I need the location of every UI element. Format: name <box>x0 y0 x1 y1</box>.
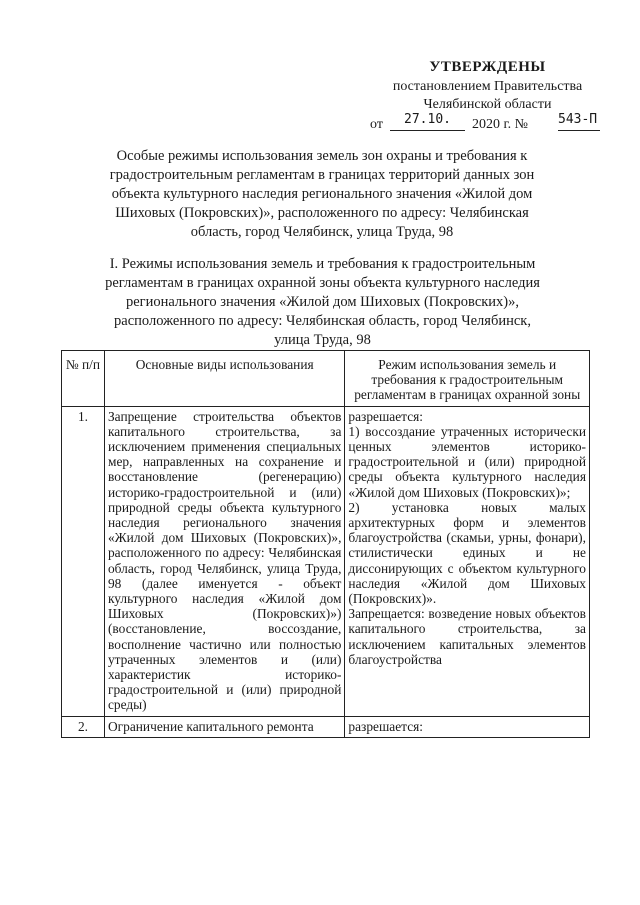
approval-dateline <box>360 114 615 136</box>
header-number: № п/п <box>62 351 105 407</box>
row-regime <box>345 716 590 737</box>
approval-line-2: Челябинской области <box>423 97 552 112</box>
regime-allowed-label: разрешается: <box>348 408 424 424</box>
approval-number: 543-П <box>558 111 600 131</box>
document-title: Особые режимы использования земель зон охраны и требования к градостроительным регламентам в границах территорий данных зон объекта культурного наследия регионального значения «Жилой дом Шиховых (Покровских)», расположенного по адресу: Челябинская область, город Челябинск, улица Труда, 98 <box>109 148 535 240</box>
row-number: 2. <box>62 716 105 737</box>
approval-date-prefix: от <box>370 117 383 132</box>
regime-allowed-item-1: 1) воссоздание утраченных исторически ценных элементов историко-градостроительной и (или) природной среды объекта культурного наследия «Жилой дом Шиховых (Покровских)»; <box>348 423 586 500</box>
table-row <box>62 406 590 716</box>
table-header-row <box>62 351 590 407</box>
approval-block <box>360 58 615 136</box>
approval-date: 27.10. <box>390 111 465 131</box>
section-title: I. Режимы использования земель и требования к градостроительным регламентам в границах охранной зоны объекта культурного наследия регионального значения «Жилой дом Шиховых (Покровских)», расположенного по адресу: Челябинская область, город Челябинск, улица Труда, 98 <box>105 256 540 348</box>
approval-title: УТВЕРЖДЕНЫ <box>429 59 546 75</box>
regime-forbidden: Запрещается: возведение новых объектов капитального строительства, за исключением капитальных элементов благоустройства <box>348 606 586 667</box>
row-number: 1. <box>62 406 105 716</box>
header-use: Основные виды использования <box>104 351 344 407</box>
regulations-table <box>61 350 590 738</box>
row-regime <box>345 406 590 716</box>
header-regime: Режим использования земель и требования к градостроительным регламентам в границах охранной зоны <box>345 351 590 407</box>
regime-allowed-label: разрешается: <box>348 718 424 734</box>
row-use: Ограничение капитального ремонта <box>104 716 344 737</box>
table-row <box>62 716 590 737</box>
approval-line-1: постановлением Правительства <box>392 79 583 94</box>
regime-allowed-item-2: 2) установка новых малых архитектурных форм и элементов благоустройства (скамьи, урны, фонари), стилистически единых и не диссонирующих с объектом культурного наследия «Жилой дом Шиховых (Покровских)». <box>348 499 586 607</box>
approval-year: 2020 г. № <box>472 117 529 132</box>
row-use: Запрещение строительства объектов капитального строительства, за исключением применения специальных мер, направленных на сохранение и восстановление (регенерацию) историко-градостроительной и (или) природной среды объекта культурного наследия регионального значения «Жилой дом Шиховых (Покровских)», расположенного по адресу: Челябинская область, город Челябинск, улица Труда, 98 (далее именуется - объект культурного наследия «Жилой дом Шиховых (Покровских)») (восстановление, воссоздание, восполнение частично или полностью утраченных элементов и (или) характеристик историко-градостроительной и (или) природной среды) <box>104 406 344 716</box>
